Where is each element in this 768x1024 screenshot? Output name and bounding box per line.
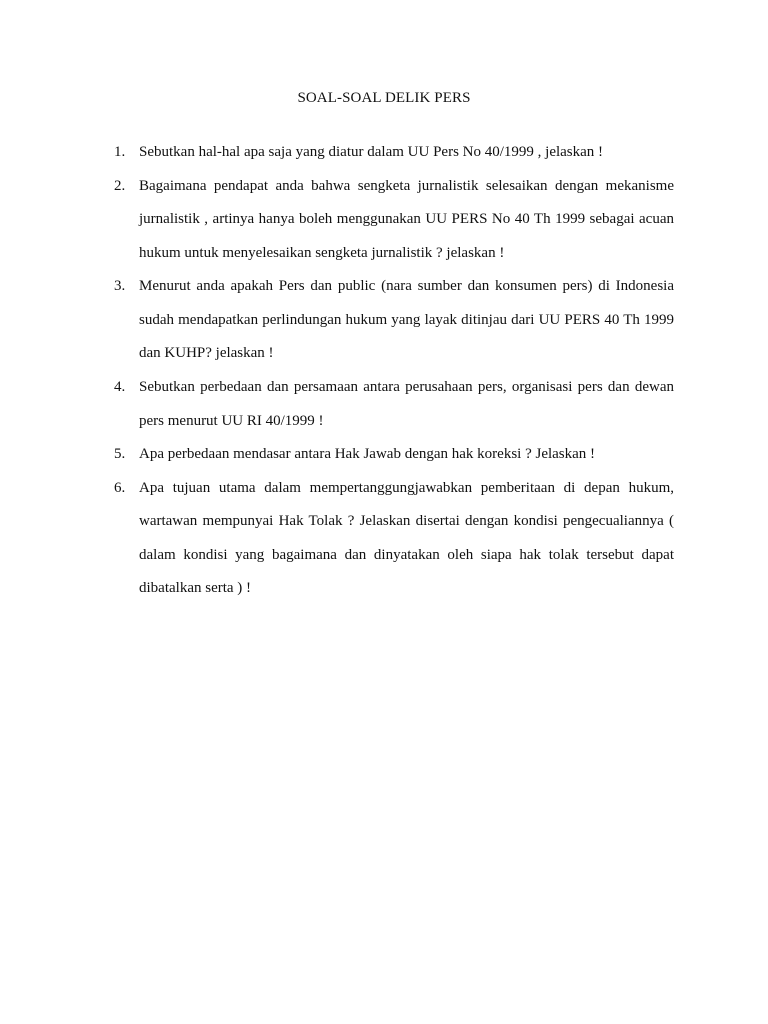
question-text: Menurut anda apakah Pers dan public (nara sumber dan konsumen pers) di Indonesia sudah mendapatkan perlindungan hukum yang layak ditinjau dari UU PERS 40 Th 1999 dan KUHP? jelaskan ! [139,278,674,362]
question-text: Apa perbedaan mendasar antara Hak Jawab dengan hak koreksi ? Jelaskan ! [139,446,596,463]
question-number: 6. [114,479,126,496]
question-item-1 [114,136,674,170]
question-item-4 [114,371,674,438]
question-number: 4. [114,379,126,396]
question-text: Sebutkan hal-hal apa saja yang diatur dalam UU Pers No 40/1999 , jelaskan ! [139,144,604,160]
question-item-3 [114,270,674,371]
question-text: Sebutkan perbedaan dan persamaan antara perusahaan pers, organisasi pers dan dewan pers menurut UU RI 40/1999 ! [139,379,674,429]
question-number: 2. [114,177,126,194]
question-item-5 [114,438,674,472]
document-title: SOAL-SOAL DELIK PERS [297,90,471,106]
question-number: 1. [114,144,126,160]
question-item-6 [114,472,674,606]
question-number: 3. [114,278,126,295]
question-text: Bagaimana pendapat anda bahwa sengketa jurnalistik selesaikan dengan mekanisme jurnalistik , artinya hanya boleh menggunakan UU PERS No 40 Th 1999 sebagai acuan hukum untuk menyelesaikan sengketa jurnalistik ? jelaskan ! [139,177,674,261]
question-number: 5. [114,446,126,463]
question-text: Apa tujuan utama dalam mempertanggungjawabkan pemberitaan di depan hukum, wartawan mempunyai Hak Tolak ? Jelaskan disertai dengan kondisi pengecualiannya ( dalam kondisi yang bagaimana dan dinyatakan oleh siapa hak tolak tersebut dapat dibatalkan serta ) ! [139,479,674,597]
question-item-2 [114,170,674,271]
question-list [114,136,674,606]
